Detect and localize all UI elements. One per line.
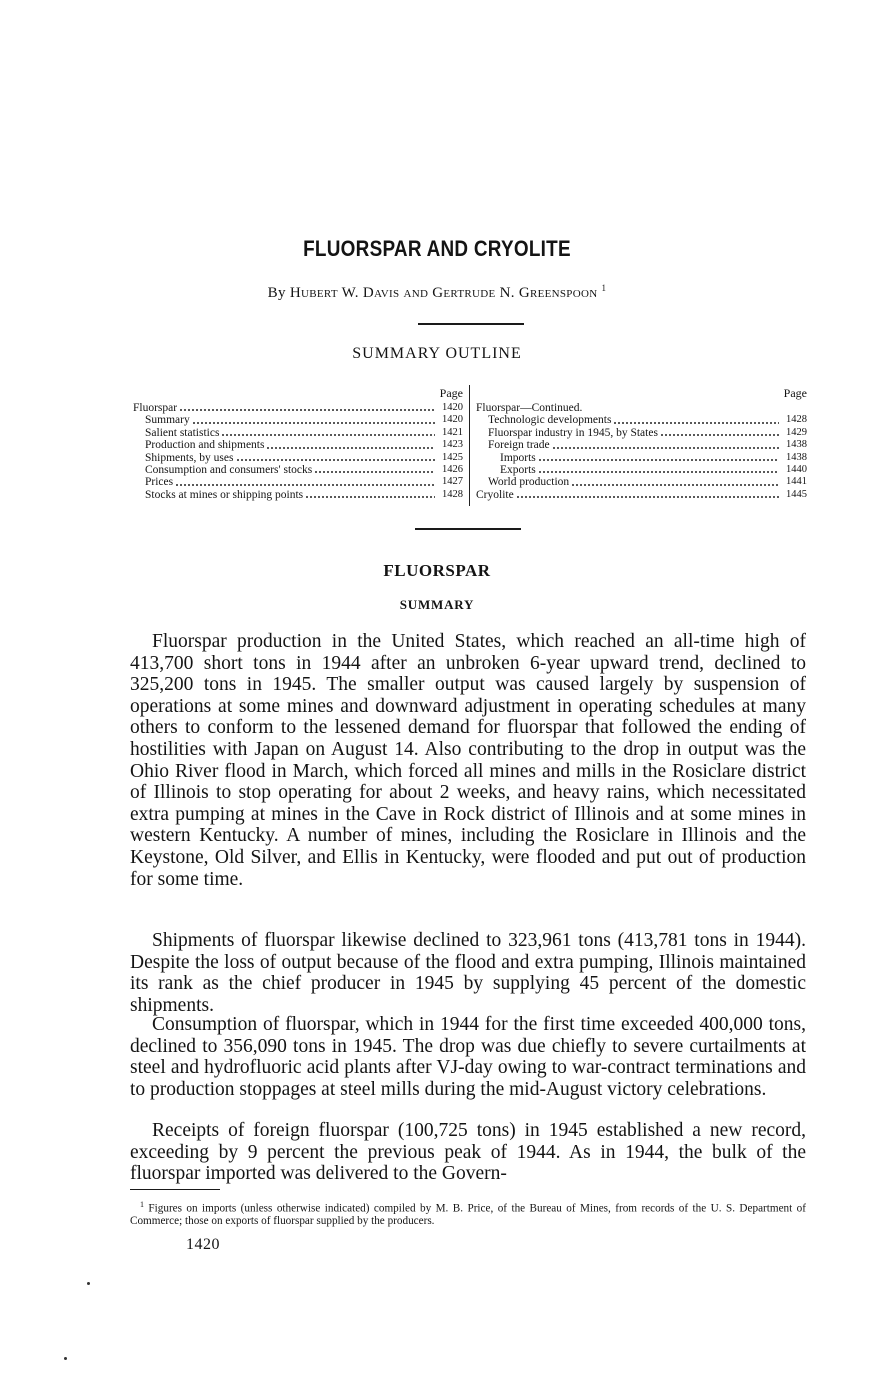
outline-entry (476, 489, 807, 501)
byline-and: and (399, 285, 433, 301)
dot-leader (175, 484, 435, 486)
outline-entry (133, 427, 463, 439)
dot-leader (305, 496, 435, 498)
dot-leader (538, 471, 779, 473)
dot-leader (266, 447, 435, 449)
outline-entry-label: Production and shipments (145, 439, 265, 452)
outline-entry (133, 439, 463, 451)
outline-entry-label: Fluorspar (133, 401, 178, 414)
outline-entry-label: Fluorspar—Continued. (476, 401, 583, 414)
page-number: 1420 (186, 1236, 220, 1253)
paragraph-4: Receipts of foreign fluorspar (100,725 tons) in 1945 established a new record, exceeding by 9 percent the previous peak of 1944. As in 1944, the bulk of the fluorspar imported was delivered to the Govern- (130, 1120, 806, 1185)
dot-leader (613, 422, 779, 424)
scan-speck (64, 1357, 67, 1360)
outline-entry-page: 1429 (786, 426, 807, 438)
outline-entry-page: 1441 (786, 476, 807, 488)
dot-leader (552, 447, 779, 449)
footnote-rule (130, 1189, 220, 1190)
outline-entry-page: 1427 (442, 476, 463, 488)
outline-entry-page: 1438 (786, 439, 807, 451)
outline-entry-page: 1440 (786, 463, 807, 475)
outline-entry-label: Summary (145, 414, 190, 427)
outline-entry (133, 476, 463, 488)
outline-entry-page: 1438 (786, 451, 807, 463)
outline-entry-label: Salient statistics (145, 426, 220, 439)
paragraph-3: Consumption of fluorspar, which in 1944 for the first time exceeded 400,000 tons, declined to 356,090 tons in 1945. The drop was due chiefly to severe curtailments at steel and hydrofluoric acid plants after VJ-day owing to war-contract terminations and to production stoppages at steel mills during the mid-August victory celebrations. (130, 1014, 806, 1100)
paragraph-2: Shipments of fluorspar likewise declined to 323,961 tons (413,781 tons in 1944). Despite the loss of output because of the flood and extra pumping, Illinois maintained its rank as the chief producer in 1945 by supplying 45 percent of the domestic shipments. (130, 930, 806, 1016)
dot-leader (571, 484, 779, 486)
outline-entry-page: 1423 (442, 439, 463, 451)
footnote-text: Figures on imports (unless otherwise indicated) compiled by M. B. Price, of the Bureau of Mines, from records of the U. S. Department of Commerce; those on exports of fluorspar supplied by the producers. (130, 1202, 806, 1228)
outline-entry-label: Technologic developments (488, 414, 612, 427)
outline-entry (133, 402, 463, 414)
scan-speck (87, 1282, 90, 1285)
outline-divider (469, 385, 470, 506)
outline-entry (476, 439, 807, 451)
outline-entry (133, 452, 463, 464)
outline-entry-page: 1426 (442, 463, 463, 475)
footnote (130, 1199, 806, 1228)
outline-entry (133, 464, 463, 476)
outline-entry-page: 1425 (442, 451, 463, 463)
dot-leader (192, 422, 435, 424)
dot-leader (314, 471, 435, 473)
outline-right-list (476, 402, 807, 501)
footnote-mark: 1 (140, 1200, 144, 1209)
outline-entry-label: Imports (500, 451, 536, 464)
outline-entry-label: Consumption and consumers' stocks (145, 463, 313, 476)
dot-leader (221, 434, 435, 436)
dot-leader (236, 459, 436, 461)
outline-entry (476, 452, 807, 464)
title-rule (418, 323, 524, 325)
outline-entry (133, 489, 463, 501)
outline-entry-page: 1420 (442, 414, 463, 426)
dot-leader (516, 496, 779, 498)
outline-entry-page: 1445 (786, 488, 807, 500)
outline-entry-label: Cryolite (476, 488, 514, 501)
outline-entry-page: 1421 (442, 426, 463, 438)
outline-entry-page: 1420 (442, 401, 463, 413)
outline-entry-label: Fluorspar industry in 1945, by States (488, 426, 658, 439)
outline-entry-label: Foreign trade (488, 439, 550, 452)
page-column-label: Page (783, 386, 807, 400)
outline-entry-page: 1428 (442, 488, 463, 500)
outline-entry-label: Prices (145, 476, 174, 489)
section-subheading: SUMMARY (399, 597, 475, 612)
outline-entry-label: Stocks at mines or shipping points (145, 488, 304, 501)
outline-entry (476, 427, 807, 439)
outline-entry (476, 402, 807, 414)
dot-leader (538, 459, 779, 461)
outline-entry-label: Exports (500, 463, 536, 476)
outline-entry-page: 1428 (786, 414, 807, 426)
page-column-label: Page (439, 386, 463, 400)
author-1: Hubert W. Davis (289, 285, 400, 301)
outline-entry (476, 414, 807, 426)
section-heading: FLUORSPAR (383, 561, 491, 580)
article-title: FLUORSPAR AND CRYOLITE (303, 236, 571, 261)
outline-entry (476, 476, 807, 488)
paragraph-1: Fluorspar production in the United States, which reached an all-time high of 413,700 short tons in 1944 after an unbroken 6-year upward trend, declined to 325,200 tons in 1945. The smaller output was caused largely by suspension of operations at some mines and downward adjustment in operating schedules at many others to conform to the lessened demand for fluorspar that followed the ending of hostilities with Japan on August 14. Also contributing to the drop in output was the Ohio River flood in March, which forced all mines and mills in the Rosiclare district of Illinois to stop operating for about 2 weeks, and heavy rains, which necessitated extra pumping at mines in the Cave in Rock district of Illinois and at some mines in western Kentucky. A number of mines, including the Rosiclare in Illinois and the Keystone, Old Silver, and Ellis in Kentucky, were flooded and put out of production for some time. (130, 631, 806, 890)
footnote-ref: 1 (601, 283, 607, 293)
byline-by: By (267, 285, 290, 301)
dot-leader (660, 434, 779, 436)
outline-left-column (133, 387, 463, 501)
dot-leader (179, 409, 435, 411)
outline-rule (415, 528, 521, 530)
outline-entry-label: World production (488, 476, 570, 489)
outline-heading: SUMMARY OUTLINE (352, 345, 522, 362)
outline-entry-label: Shipments, by uses (145, 451, 234, 464)
outline-left-list (133, 402, 463, 501)
byline (0, 283, 874, 302)
outline-right-column (476, 387, 807, 501)
outline-entry (476, 464, 807, 476)
outline-entry (133, 414, 463, 426)
author-2: Gertrude N. Greenspoon (432, 285, 598, 301)
